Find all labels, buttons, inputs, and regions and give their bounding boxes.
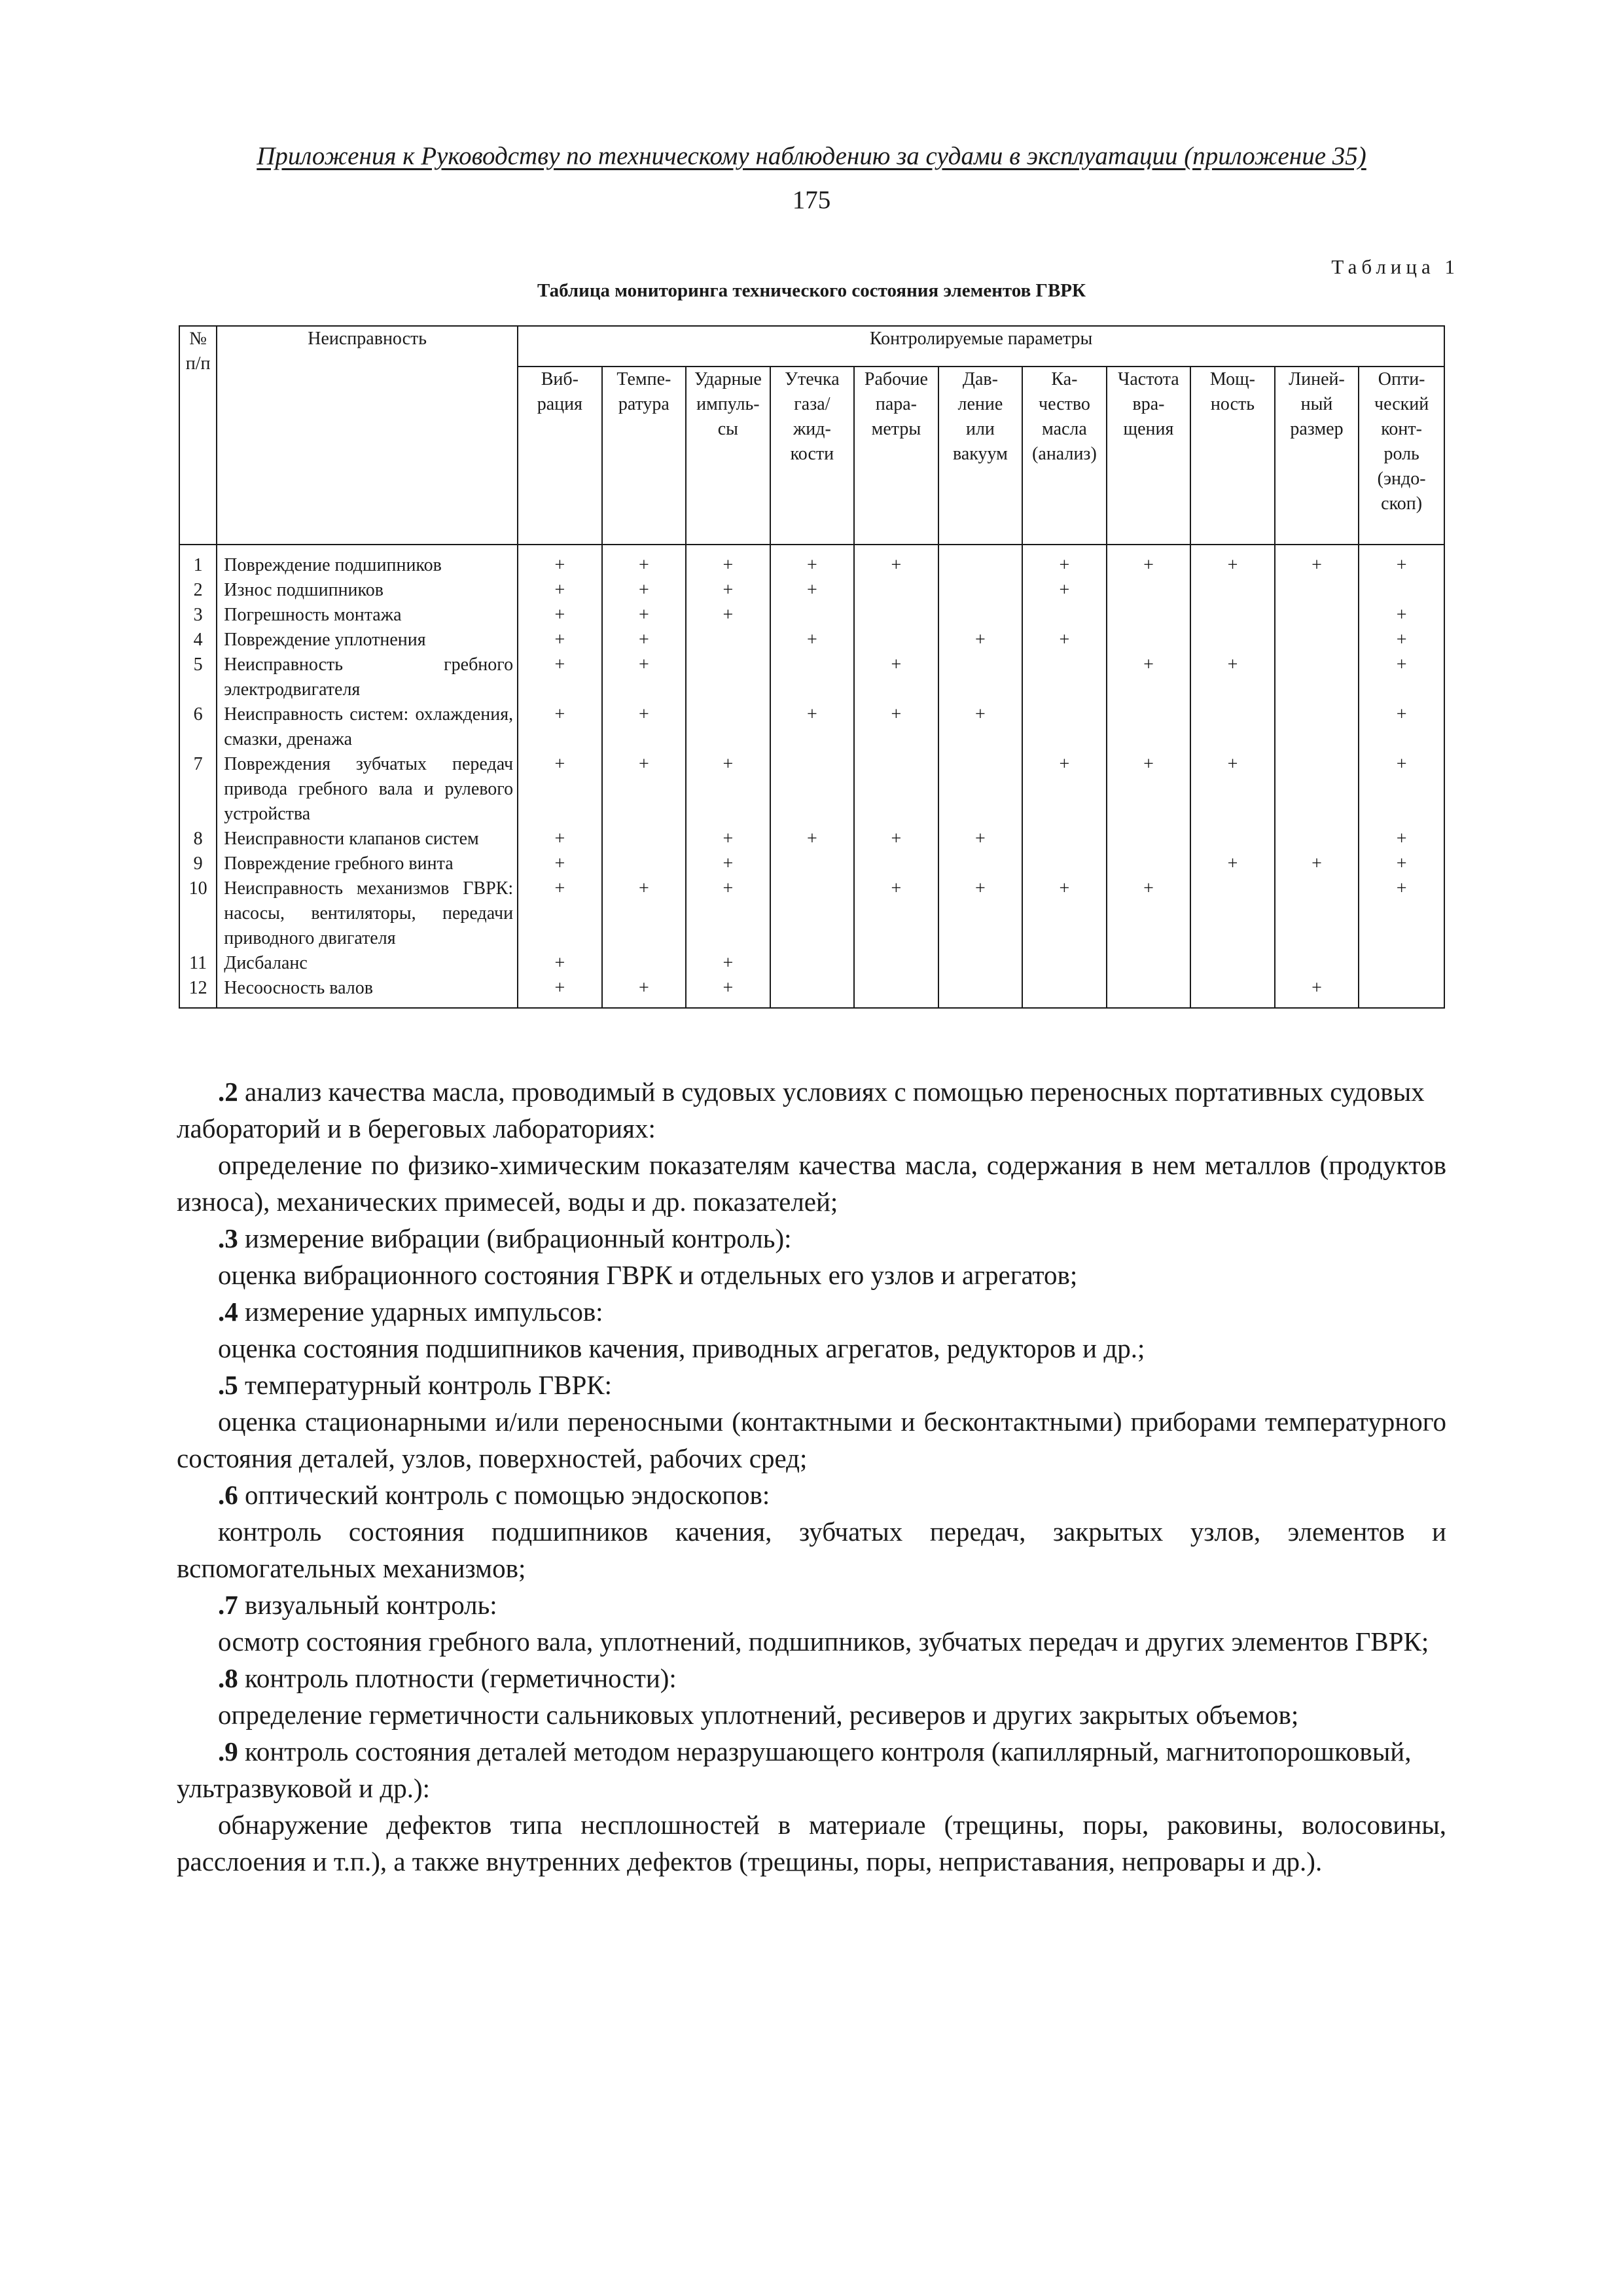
- row-fault: Износ подшипников: [217, 578, 518, 603]
- item-number: .3: [218, 1223, 238, 1253]
- header-parameter: Рабочие пара- метры: [854, 367, 938, 545]
- row-mark: +: [686, 578, 770, 603]
- row-mark: [938, 976, 1023, 1008]
- row-mark: [1190, 578, 1275, 603]
- row-mark: +: [602, 876, 687, 951]
- row-mark: +: [602, 653, 687, 702]
- row-mark: +: [518, 827, 602, 852]
- row-mark: [1190, 628, 1275, 653]
- row-mark: [938, 653, 1023, 702]
- row-mark: [854, 578, 938, 603]
- row-mark: +: [686, 852, 770, 876]
- table-body: [179, 545, 1444, 1008]
- row-mark: +: [938, 702, 1023, 752]
- row-mark: [770, 603, 855, 628]
- row-mark: [938, 951, 1023, 976]
- row-mark: +: [518, 578, 602, 603]
- row-mark: [1107, 951, 1191, 976]
- header-parameter: Дав- ление или вакуум: [938, 367, 1023, 545]
- row-mark: +: [686, 752, 770, 827]
- row-mark: +: [1359, 876, 1444, 951]
- paragraph-text: температурный контроль ГВРК:: [238, 1370, 613, 1400]
- row-mark: +: [1107, 752, 1191, 827]
- row-mark: [686, 653, 770, 702]
- row-mark: [1275, 653, 1359, 702]
- paragraph: [177, 1403, 1446, 1477]
- row-fault: Повреждения зубчатых передач привода гребного вала и рулевого устройства: [217, 752, 518, 827]
- paragraph: [177, 1806, 1446, 1880]
- item-number: .5: [218, 1370, 238, 1400]
- paragraph: [177, 1660, 1446, 1696]
- paragraph-text: контроль состояния подшипников качения, зубчатых передач, закрытых узлов, элементов и вспомогательных механизмов;: [177, 1516, 1446, 1583]
- row-fault: Несоосность валов: [217, 976, 518, 1008]
- row-mark: +: [854, 827, 938, 852]
- paragraph: [177, 1513, 1446, 1587]
- row-mark: [1022, 976, 1107, 1008]
- row-mark: +: [1022, 876, 1107, 951]
- row-mark: +: [686, 976, 770, 1008]
- row-mark: [1190, 702, 1275, 752]
- row-mark: +: [1190, 852, 1275, 876]
- row-mark: +: [770, 578, 855, 603]
- row-mark: +: [1107, 545, 1191, 578]
- row-mark: [1275, 951, 1359, 976]
- row-mark: [1190, 603, 1275, 628]
- row-mark: +: [686, 951, 770, 976]
- paragraph: [177, 1257, 1446, 1293]
- row-mark: [938, 852, 1023, 876]
- row-mark: +: [518, 852, 602, 876]
- header-parameter: Ударные импуль- сы: [686, 367, 770, 545]
- row-fault: Повреждение гребного винта: [217, 852, 518, 876]
- table-row: [179, 976, 1444, 1008]
- row-mark: +: [854, 653, 938, 702]
- row-mark: [770, 653, 855, 702]
- row-mark: [1107, 702, 1191, 752]
- item-number: .6: [218, 1480, 238, 1510]
- header-parameter: Утечка газа/ жид- кости: [770, 367, 855, 545]
- paragraph: [177, 1733, 1446, 1806]
- row-mark: [1190, 951, 1275, 976]
- row-mark: +: [1359, 628, 1444, 653]
- row-mark: +: [518, 653, 602, 702]
- row-mark: +: [518, 752, 602, 827]
- row-number: 3: [179, 603, 217, 628]
- row-mark: [1022, 827, 1107, 852]
- row-mark: [938, 545, 1023, 578]
- row-fault: Повреждение уплотнения: [217, 628, 518, 653]
- row-number: 10: [179, 876, 217, 951]
- row-mark: +: [1359, 752, 1444, 827]
- row-mark: +: [1107, 653, 1191, 702]
- row-mark: [770, 951, 855, 976]
- row-fault: Неисправность систем: охлаждения, смазки, дренажа: [217, 702, 518, 752]
- row-mark: +: [1022, 752, 1107, 827]
- row-mark: +: [1190, 653, 1275, 702]
- row-mark: [1107, 628, 1191, 653]
- row-mark: +: [1190, 752, 1275, 827]
- row-mark: [770, 976, 855, 1008]
- row-mark: [1107, 603, 1191, 628]
- row-mark: [602, 852, 687, 876]
- paragraph-text: оптический контроль с помощью эндоскопов:: [238, 1480, 770, 1510]
- row-mark: [1275, 603, 1359, 628]
- item-number: .7: [218, 1590, 238, 1620]
- row-fault: Дисбаланс: [217, 951, 518, 976]
- row-number: 9: [179, 852, 217, 876]
- item-number: .8: [218, 1663, 238, 1693]
- paragraph: [177, 1220, 1446, 1257]
- row-mark: [1107, 827, 1191, 852]
- paragraph: [177, 1367, 1446, 1403]
- row-mark: [1022, 653, 1107, 702]
- row-mark: [1275, 876, 1359, 951]
- table-row: [179, 876, 1444, 951]
- row-fault: Неисправность гребного электродвигателя: [217, 653, 518, 702]
- row-mark: [854, 852, 938, 876]
- row-mark: +: [518, 876, 602, 951]
- table-row: [179, 603, 1444, 628]
- row-mark: +: [1022, 628, 1107, 653]
- paragraph: [177, 1330, 1446, 1367]
- row-mark: [602, 827, 687, 852]
- table-label: Таблица 1: [1331, 255, 1459, 278]
- row-mark: +: [938, 827, 1023, 852]
- paragraph: [177, 1696, 1446, 1733]
- header-parameter: Линей- ный размер: [1275, 367, 1359, 545]
- row-mark: +: [1022, 545, 1107, 578]
- page-number: 175: [792, 186, 831, 214]
- monitoring-table: [179, 325, 1445, 1009]
- row-mark: [1107, 976, 1191, 1008]
- row-mark: +: [686, 603, 770, 628]
- table-row: [179, 702, 1444, 752]
- row-mark: +: [1190, 545, 1275, 578]
- row-mark: +: [602, 976, 687, 1008]
- row-mark: [1359, 951, 1444, 976]
- row-mark: +: [1359, 545, 1444, 578]
- header-parameter: Виб- рация: [518, 367, 602, 545]
- table-row: [179, 951, 1444, 976]
- paragraph-text: оценка стационарными и/или переносными (контактными и бесконтактными) приборами температурного состояния деталей, узлов, поверхностей, рабочих сред;: [177, 1407, 1446, 1473]
- row-number: 12: [179, 976, 217, 1008]
- row-mark: +: [1107, 876, 1191, 951]
- row-mark: +: [518, 702, 602, 752]
- item-number: .9: [218, 1736, 238, 1767]
- row-mark: [938, 578, 1023, 603]
- paragraph: [177, 1623, 1446, 1660]
- row-number: 5: [179, 653, 217, 702]
- row-number: 1: [179, 545, 217, 578]
- row-mark: +: [1275, 545, 1359, 578]
- paragraph-text: осмотр состояния гребного вала, уплотнений, подшипников, зубчатых передач и других элементов ГВРК;: [218, 1626, 1429, 1657]
- row-number: 2: [179, 578, 217, 603]
- table-row: [179, 628, 1444, 653]
- row-mark: +: [1275, 852, 1359, 876]
- item-number: .4: [218, 1297, 238, 1327]
- row-mark: +: [602, 752, 687, 827]
- row-mark: [1022, 702, 1107, 752]
- row-mark: +: [602, 545, 687, 578]
- row-mark: [1190, 976, 1275, 1008]
- row-mark: [1275, 578, 1359, 603]
- paragraph: [177, 1477, 1446, 1513]
- table-row: [179, 752, 1444, 827]
- paragraph-text: определение по физико-химическим показателям качества масла, содержания в нем металлов (продуктов износа), механических примесей, воды и др. показателей;: [177, 1150, 1446, 1217]
- paragraph: [177, 1293, 1446, 1330]
- row-mark: [1275, 628, 1359, 653]
- row-mark: +: [518, 603, 602, 628]
- row-mark: [602, 951, 687, 976]
- row-mark: [770, 876, 855, 951]
- row-mark: [1190, 876, 1275, 951]
- header-parameter: Опти- ческий конт- роль (эндо- скоп): [1359, 367, 1444, 545]
- row-mark: [854, 951, 938, 976]
- header-parameter: Мощ- ность: [1190, 367, 1275, 545]
- row-mark: +: [1359, 603, 1444, 628]
- row-mark: [1022, 852, 1107, 876]
- row-mark: [686, 702, 770, 752]
- paragraph-text: контроль состояния деталей методом неразрушающего контроля (капиллярный, магнитопорошковый, ультразвуковой и др.):: [177, 1736, 1412, 1803]
- row-mark: +: [938, 876, 1023, 951]
- row-number: 11: [179, 951, 217, 976]
- row-mark: [854, 976, 938, 1008]
- row-mark: +: [1275, 976, 1359, 1008]
- row-mark: [854, 628, 938, 653]
- row-mark: +: [854, 702, 938, 752]
- header-fault: Неисправность: [217, 326, 518, 545]
- body-text: [177, 1073, 1446, 1880]
- row-mark: +: [518, 628, 602, 653]
- paragraph-text: анализ качества масла, проводимый в судовых условиях с помощью переносных портативных судовых лабораторий и в береговых лабораториях:: [177, 1077, 1425, 1143]
- paragraph-text: измерение ударных импульсов:: [238, 1297, 603, 1327]
- row-number: 4: [179, 628, 217, 653]
- row-mark: [1022, 951, 1107, 976]
- row-mark: +: [1359, 653, 1444, 702]
- row-mark: +: [770, 545, 855, 578]
- running-title: Приложения к Руководству по техническому наблюдению за судами в эксплуатации (приложение 35): [257, 142, 1366, 170]
- row-mark: +: [770, 702, 855, 752]
- row-mark: [1275, 752, 1359, 827]
- header-number: № п/п: [179, 326, 217, 545]
- row-number: 8: [179, 827, 217, 852]
- paragraph-text: визуальный контроль:: [238, 1590, 497, 1620]
- item-number: .2: [218, 1077, 238, 1107]
- row-mark: [1107, 852, 1191, 876]
- row-mark: +: [686, 827, 770, 852]
- row-mark: +: [770, 628, 855, 653]
- row-mark: +: [686, 876, 770, 951]
- table-title: Таблица мониторинга технического состояния элементов ГВРК: [537, 280, 1086, 301]
- paragraph-text: оценка вибрационного состояния ГВРК и отдельных его узлов и агрегатов;: [218, 1260, 1078, 1290]
- row-number: 6: [179, 702, 217, 752]
- row-mark: [854, 752, 938, 827]
- header-parameters-group: Контролируемые параметры: [518, 326, 1444, 367]
- paragraph-text: измерение вибрации (вибрационный контроль):: [238, 1223, 792, 1253]
- row-mark: [938, 603, 1023, 628]
- header-parameter: Ка- чество масла (анализ): [1022, 367, 1107, 545]
- row-fault: Повреждение подшипников: [217, 545, 518, 578]
- table-row: [179, 578, 1444, 603]
- paragraph-text: контроль плотности (герметичности):: [238, 1663, 677, 1693]
- paragraph: [177, 1073, 1446, 1147]
- table-row: [179, 653, 1444, 702]
- paragraph: [177, 1147, 1446, 1220]
- row-mark: +: [518, 545, 602, 578]
- row-fault: Неисправность механизмов ГВРК: насосы, вентиляторы, передачи приводного двигателя: [217, 876, 518, 951]
- row-mark: [770, 752, 855, 827]
- row-mark: +: [602, 702, 687, 752]
- row-mark: +: [518, 976, 602, 1008]
- paragraph-text: обнаружение дефектов типа несплошностей в материале (трещины, поры, раковины, волосовины, расслоения и т.п.), а также внутренних дефектов (трещины, поры, неприставания, непровары и др.).: [177, 1810, 1446, 1876]
- paragraph: [177, 1587, 1446, 1623]
- row-mark: [1359, 578, 1444, 603]
- row-mark: [1359, 976, 1444, 1008]
- row-mark: +: [686, 545, 770, 578]
- row-mark: [938, 752, 1023, 827]
- row-fault: Неисправности клапанов систем: [217, 827, 518, 852]
- row-mark: [770, 852, 855, 876]
- row-mark: [1275, 827, 1359, 852]
- row-mark: [854, 603, 938, 628]
- row-fault: Погрешность монтажа: [217, 603, 518, 628]
- header-parameter: Темпе- ратура: [602, 367, 687, 545]
- row-mark: +: [518, 951, 602, 976]
- table-row: [179, 827, 1444, 852]
- table-row: [179, 852, 1444, 876]
- row-mark: +: [602, 578, 687, 603]
- header-parameter: Частота вра- щения: [1107, 367, 1191, 545]
- row-mark: +: [1359, 852, 1444, 876]
- row-mark: +: [854, 545, 938, 578]
- row-mark: +: [854, 876, 938, 951]
- row-mark: +: [770, 827, 855, 852]
- row-mark: [1275, 702, 1359, 752]
- paragraph-text: определение герметичности сальниковых уплотнений, ресиверов и других закрытых объемов;: [218, 1700, 1299, 1730]
- row-mark: +: [1359, 827, 1444, 852]
- row-mark: +: [938, 628, 1023, 653]
- paragraph-text: оценка состояния подшипников качения, приводных агрегатов, редукторов и др.;: [218, 1333, 1145, 1363]
- row-mark: [686, 628, 770, 653]
- row-mark: [1190, 827, 1275, 852]
- row-mark: +: [602, 603, 687, 628]
- table-row: [179, 545, 1444, 578]
- row-mark: +: [602, 628, 687, 653]
- row-number: 7: [179, 752, 217, 827]
- row-mark: [1107, 578, 1191, 603]
- row-mark: [1022, 603, 1107, 628]
- row-mark: +: [1359, 702, 1444, 752]
- row-mark: +: [1022, 578, 1107, 603]
